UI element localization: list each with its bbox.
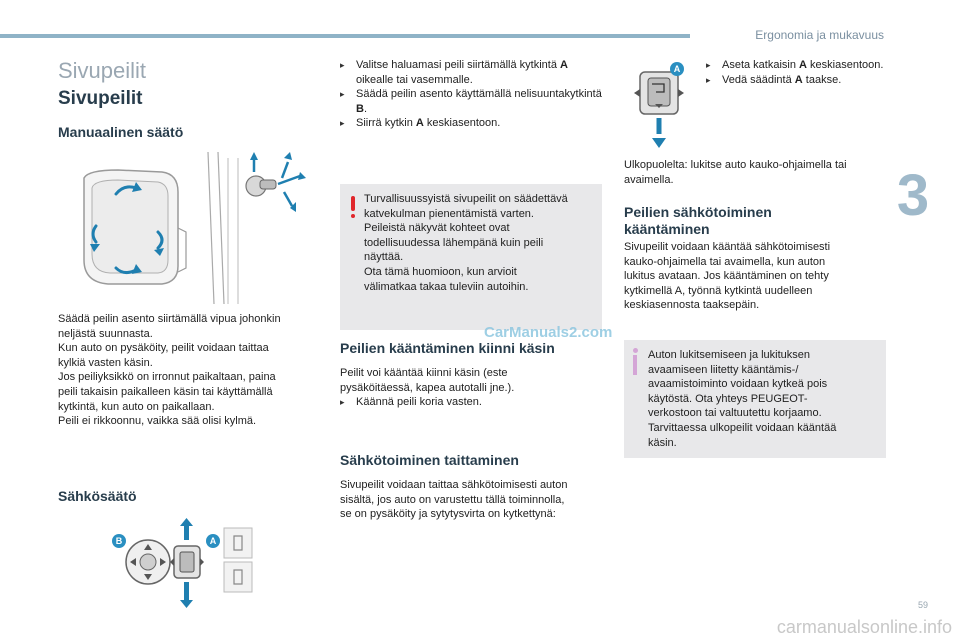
list-item: ▸ Käännä peili koria vasten. [340, 395, 602, 410]
manual-heading: Manuaalinen säätö [58, 124, 184, 140]
footer-site: carmanualsonline.info [776, 617, 952, 637]
electric-fold-heading: Sähkötoiminen taittaminen [340, 452, 519, 468]
watermark: CarManuals2.com [484, 324, 613, 341]
fold-switch-illustration [626, 58, 696, 150]
list-item: ▸ Siirrä kytkin A keskiasentoon. [340, 116, 602, 131]
manual-text: Säädä peilin asento siirtämällä vipua johonkin neljästä suunnasta. Kun auto on pysäköity, peilit voidaan taittaa kylkiä vasten käsin. Jos peiliyksikkö on irronnut paikaltaan, paina peili takaisin paikalleen käsin tai käyttämällä kytkintä, kun auto on paikallaan. Peili ei rikkoonnu, vaikka sää olisi kylmä. [58, 313, 281, 428]
fold-manual-heading: Peilien kääntäminen kiinni käsin [340, 340, 555, 356]
switch-instructions [340, 58, 602, 131]
unfold-text: Sivupeilit voidaan kääntää sähkötoimisesti kauko-ohjaimella tai avaimella, kun auton lukitus avataan. Jos kääntäminen on tehty kytkimellä A, työnnä kytkintä uudelleen keskiasennosta taaksepäin. [624, 241, 831, 312]
warning-icon [350, 196, 356, 218]
label-a-badge: A [670, 62, 684, 76]
warning-box: Turvallisuussyistä sivupeilit on säädettävä katvekulman pienentämistä varten. Peileistä näkyvät kohteet ovat todellisuudessa lähempänä kuin peili näyttää. Ota tämä huomioon, kun arvioit välimatkaa takaa tuleviin autoihin. [340, 184, 602, 330]
page-number: 59 [917, 600, 928, 610]
info-box: Auton lukitsemiseen ja lukituksen avaamiseen liitetty kääntämis-/ avaamistoiminto voidaan kytkeä pois käytöstä. Ota yhteys PEUGEOT- verkostoon tai valtuutettu korjaamo. Tarvittaessa ulkopeilit voidaan kääntää käsin. [624, 340, 886, 458]
label-a-badge: A [206, 534, 220, 548]
label-b-badge: B [112, 534, 126, 548]
list-item: ▸ Vedä säädintä A taakse. [706, 73, 886, 88]
mirror-illustration [78, 148, 308, 304]
electric-adjust-heading: Sähkösäätö [58, 488, 137, 504]
info-icon [630, 348, 640, 378]
header-bar [0, 34, 690, 38]
outside-lock-text: Ulkopuolelta: lukitse auto kauko-ohjaimella tai avaimella. [624, 159, 847, 186]
page-title: Sivupeilit [58, 88, 143, 109]
section-title: Ergonomia ja mukavuus [755, 28, 884, 42]
chapter-number: 3 [896, 163, 930, 228]
page-title-light: Sivupeilit [58, 58, 147, 83]
fold-instructions [706, 58, 886, 87]
list-item: ▸ Valitse haluamasi peili siirtämällä kytkintä A oikealle tai vasemmalle. [340, 58, 602, 87]
list-item: ▸ Aseta katkaisin A keskiasentoon. [706, 58, 886, 73]
electric-fold-text: Sivupeilit voidaan taittaa sähkötoimisesti auton sisältä, jos auto on varustettu tällä toiminnolla, se on pysäköity ja sytytysvirta on kytkettynä: [340, 479, 568, 521]
list-item: ▸ Säädä peilin asento käyttämällä nelisuuntakytkintä B. [340, 87, 602, 116]
fold-manual-text: Peilit voi kääntää kiinni käsin (este pysäköitäessä, kapea autotalli jne.). ▸ Käännä peili koria vasten. [340, 366, 602, 410]
mirror-switch-illustration [110, 518, 260, 610]
unfold-heading: Peilien sähkötoiminen kääntäminen [624, 204, 772, 237]
